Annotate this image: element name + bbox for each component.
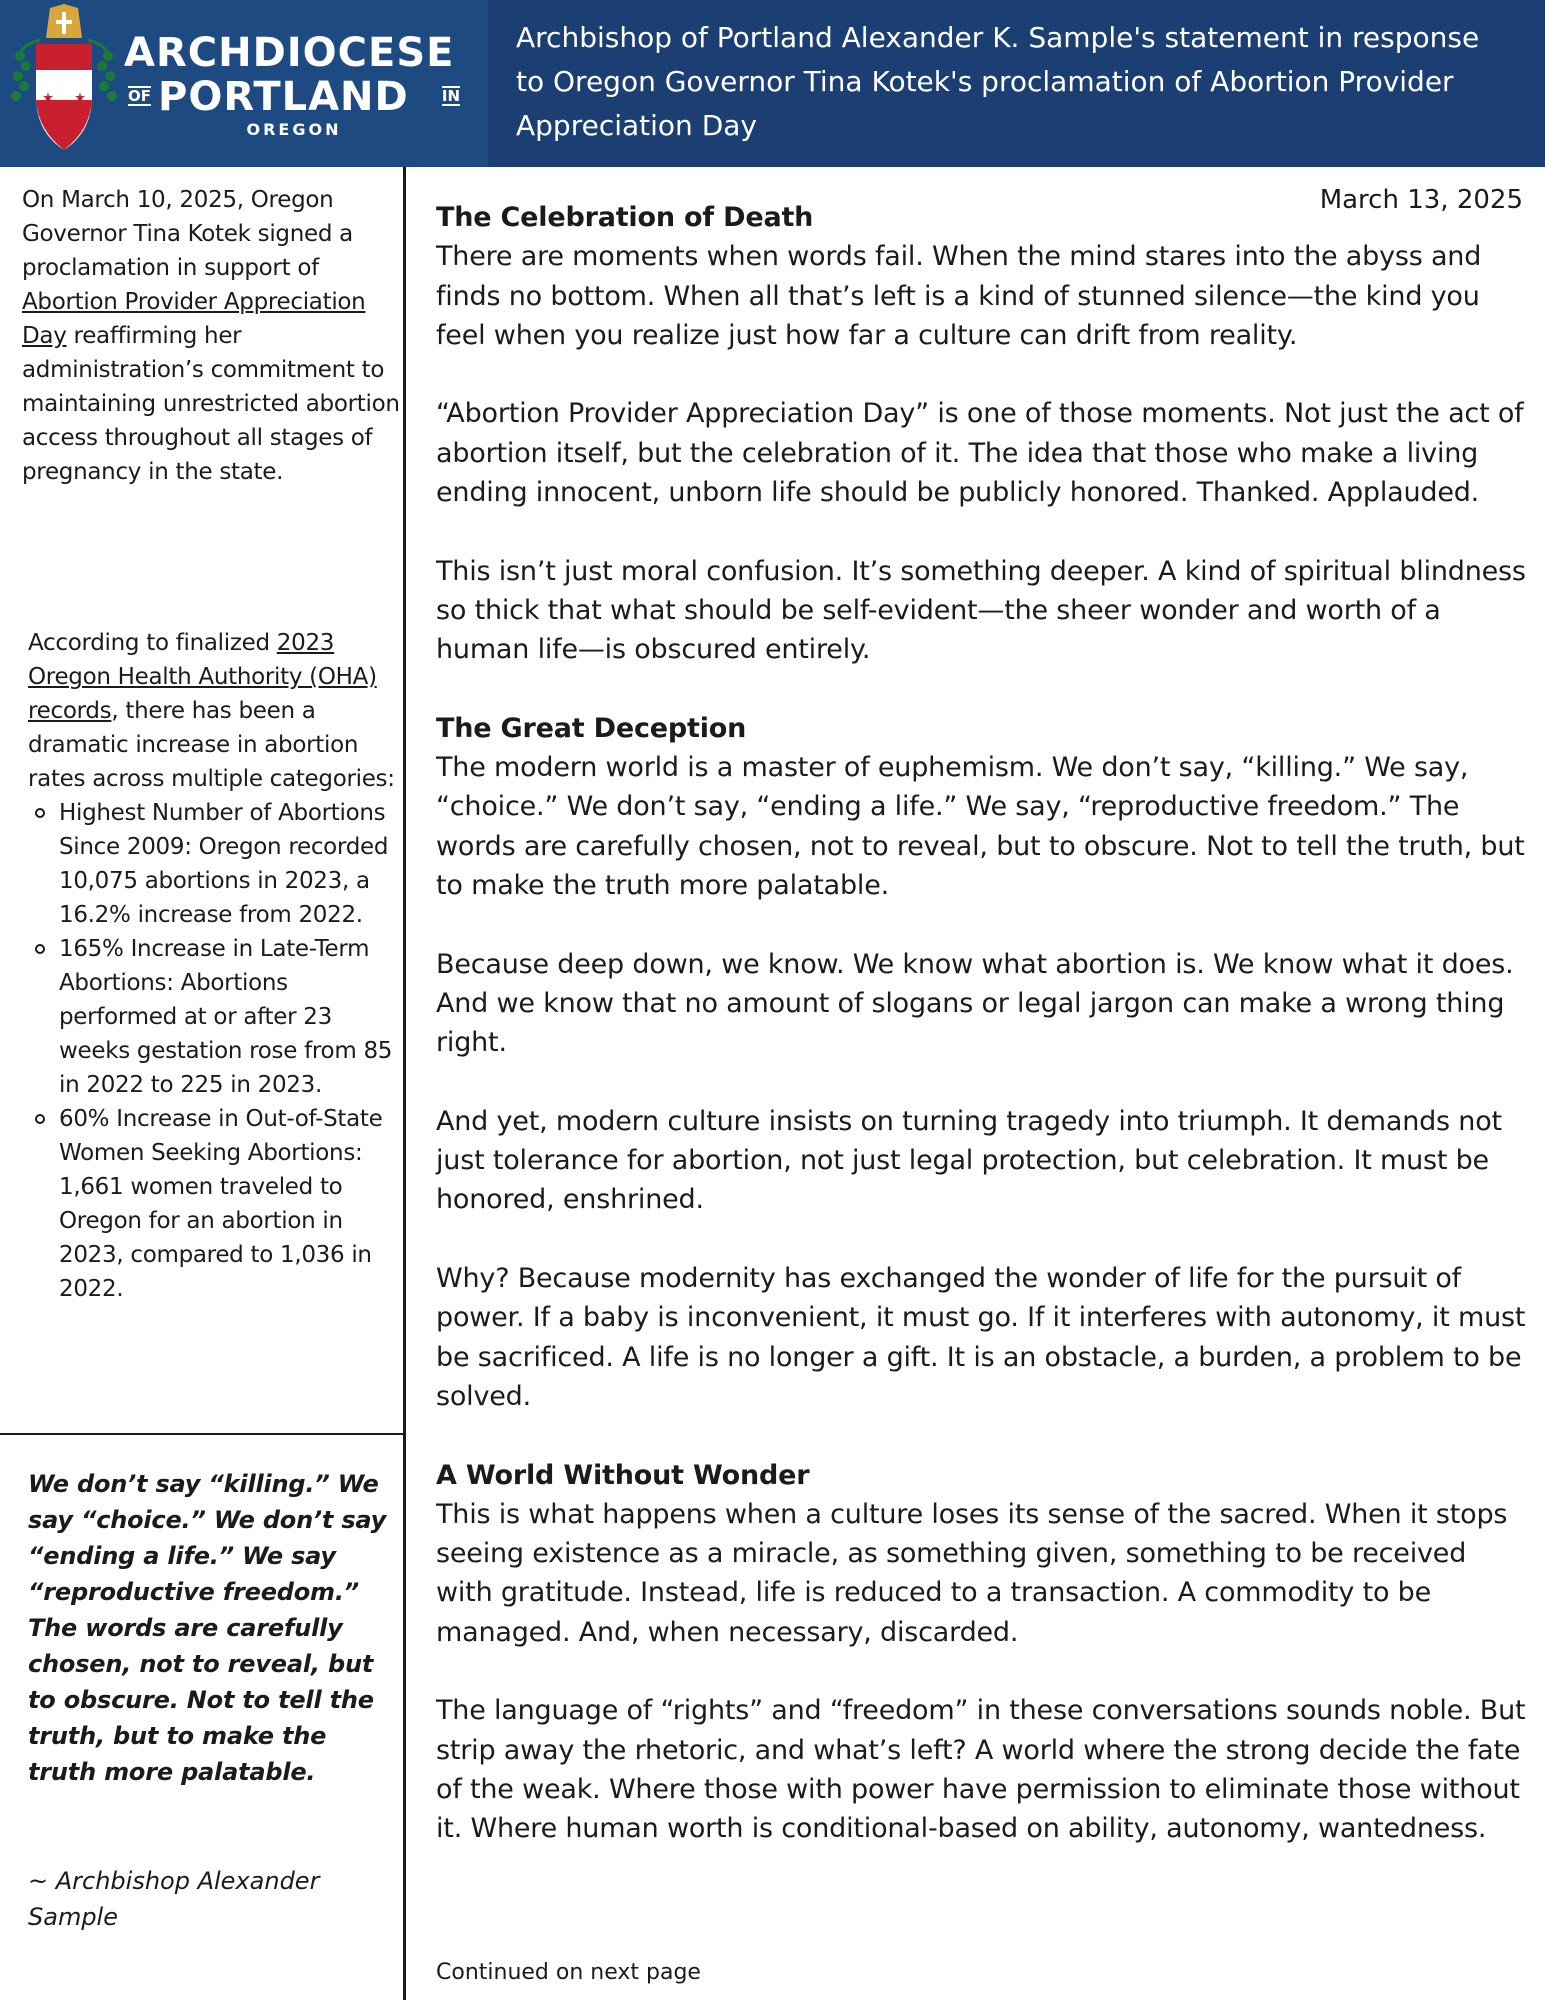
- crest-icon: [10, 4, 118, 162]
- body-paragraph: The modern world is a master of euphemism. We don’t say, “killing.” We say, “choice.” We don’t say, “ending a life.” We say, “reproductive freedom.” The words are carefully chosen, not to reveal, but to obscure. Not to tell the truth, but to make the truth more palatable.: [436, 752, 1525, 902]
- stats-list: [28, 796, 402, 1306]
- logo-wordmark-oregon: OREGON: [246, 120, 342, 139]
- list-item: Highest Number of Abortions Since 2009: Oregon recorded 10,075 abortions in 2023, a 16.2% increase from 2022.: [59, 796, 402, 932]
- continued-note: Continued on next page: [436, 1960, 701, 1985]
- sidebar-stats: [28, 626, 402, 1306]
- oha-records-link[interactable]: 2023 Oregon Health Authority (OHA) records: [28, 630, 377, 724]
- sidebar-divider: [0, 1433, 405, 1435]
- logo-in: IN: [441, 87, 460, 105]
- body-paragraph: Because deep down, we know. We know what abortion is. We know what it does. And we know that no amount of slogans or legal jargon can make a wrong thing right.: [436, 948, 1514, 1059]
- archdiocese-logo[interactable]: [0, 0, 488, 167]
- statement-date: March 13, 2025: [1319, 185, 1523, 215]
- section-heading: The Great Deception: [436, 712, 747, 744]
- body-paragraph: There are moments when words fail. When the mind stares into the abyss and finds no bottom. When all that’s left is a kind of stunned silence—the kind you feel when you realize just how far a culture can drift from reality.: [436, 241, 1482, 351]
- body-paragraph: This isn’t just moral confusion. It’s something deeper. A kind of spiritual blindness so thick that what should be self-evident—the sheer wonder and worth of a human life—is obscured entirely.: [436, 555, 1526, 666]
- stats-paragraph: [28, 626, 402, 796]
- logo-wordmark-portland-row: [124, 74, 464, 118]
- logo-wordmark-portland: PORTLAND: [158, 74, 409, 120]
- header-banner: [0, 0, 1545, 167]
- statement-title: Archbishop of Portland Alexander K. Sample's statement in response to Oregon Governor Tina Kotek's proclamation of Abortion Provider Appreciation Day: [516, 21, 1480, 142]
- body-paragraph: And yet, modern culture insists on turning tragedy into triumph. It demands not just tolerance for abortion, not just legal protection, but celebration. It must be honored, enshrined.: [436, 1105, 1502, 1216]
- column-divider: [403, 167, 406, 2000]
- stats-text-prefix: According to finalized: [28, 630, 277, 656]
- main-article: [436, 198, 1528, 1848]
- body-paragraph: “Abortion Provider Appreciation Day” is one of those moments. Not just the act of abortion itself, but the celebration of it. The idea that those who make a living ending innocent, unborn life should be publicly honored. Thanked. Applauded.: [436, 398, 1524, 509]
- list-item: 60% Increase in Out-of-State Women Seeking Abortions: 1,661 women traveled to Oregon for an abortion in 2023, compared to 1,036 in 2022.: [59, 1102, 402, 1306]
- proclamation-link[interactable]: Abortion Provider Appreciation Day: [22, 289, 366, 349]
- body-paragraph: The language of “rights” and “freedom” in these conversations sounds noble. But strip away the rhetoric, and what’s left? A world where the strong decide the fate of the weak. Where those with power have permission to eliminate those without it. Where human worth is conditional-based on ability, autonomy, wantedness.: [436, 1695, 1526, 1845]
- logo-wordmark-archdiocese: ARCHDIOCESE: [124, 30, 455, 76]
- pull-quote: We don’t say “killing.” We say “choice.” We don’t say “ending a life.” We say “reproductive freedom.” The words are carefully chosen, not to reveal, but to obscure. Not to tell the truth, but to make the truth more palatable.: [28, 1470, 387, 1786]
- body-paragraph: Why? Because modernity has exchanged the wonder of life for the pursuit of power. If a baby is inconvenient, it must go. If it interferes with autonomy, it must be sacrificed. A life is no longer a gift. It is an obstacle, a burden, a problem to be solved.: [436, 1263, 1526, 1412]
- sidebar-intro: [22, 183, 402, 489]
- intro-paragraph: [22, 183, 402, 489]
- intro-text-suffix: reaffirming her administration’s commitment to maintaining unrestricted abortion access throughout all stages of pregnancy in the state.: [22, 323, 400, 485]
- body-paragraph: This is what happens when a culture loses its sense of the sacred. When it stops seeing existence as a miracle, as something given, something to be received with gratitude. Instead, life is reduced to a transaction. A commodity to be managed. And, when necessary, discarded.: [436, 1498, 1508, 1648]
- quote-attribution: ~ Archbishop Alexander Sample: [28, 1867, 320, 1931]
- intro-text-prefix: On March 10, 2025, Oregon Governor Tina Kotek signed a proclamation in support of: [22, 187, 353, 281]
- logo-of: OF: [128, 87, 151, 105]
- stats-text-suffix: , there has been a dramatic increase in abortion rates across multiple categories:: [28, 698, 395, 792]
- section-heading: A World Without Wonder: [436, 1459, 810, 1491]
- list-item: 165% Increase in Late-Term Abortions: Abortions performed at or after 23 weeks gestation rose from 85 in 2022 to 225 in 2023.: [59, 932, 402, 1102]
- section-heading: The Celebration of Death: [436, 202, 814, 233]
